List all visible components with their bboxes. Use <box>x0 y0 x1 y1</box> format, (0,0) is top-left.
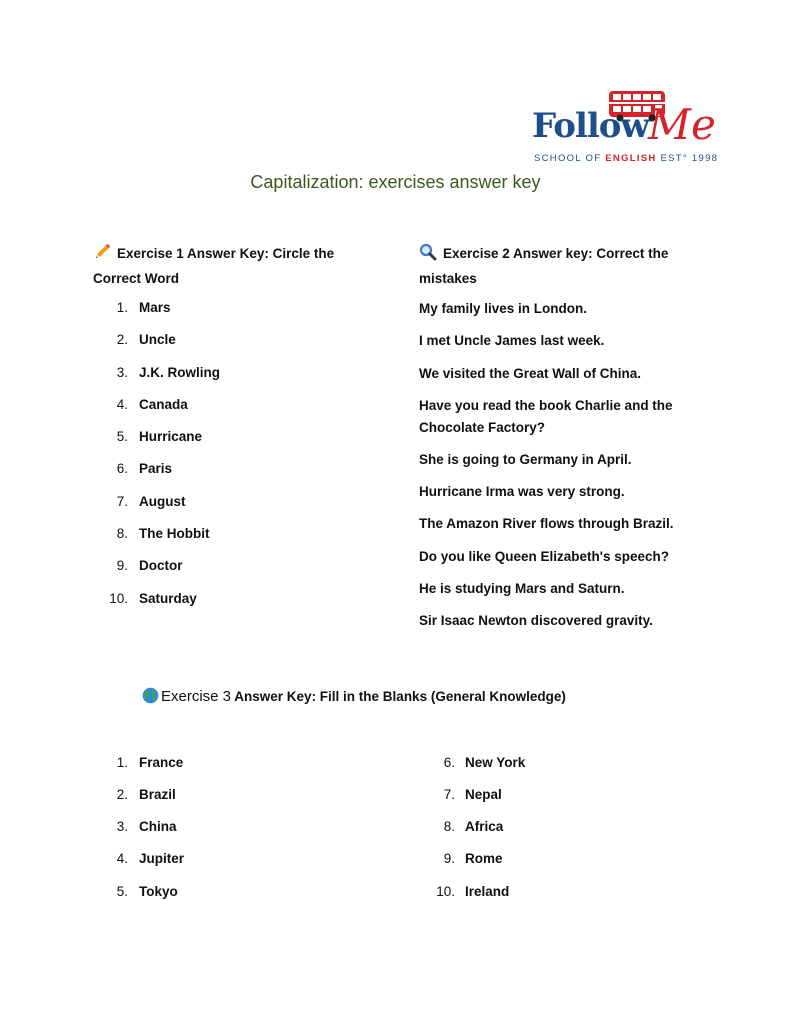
logo-brand-me: Me <box>648 100 716 149</box>
logo-brand-follow: Follow <box>532 106 649 146</box>
list-item: Do you like Queen Elizabeth's speech? <box>419 549 670 564</box>
list-item: The Amazon River flows through Brazil. <box>419 516 674 531</box>
list-item: He is studying Mars and Saturn. <box>419 581 625 596</box>
logo-tagline: SCHOOL OF ENGLISH EST° 1998 <box>534 153 719 164</box>
list-item: Hurricane Irma was very strong. <box>419 484 625 499</box>
pencil-icon <box>93 243 111 268</box>
list-item: She is going to Germany in April. <box>419 452 632 467</box>
magnifier-icon <box>419 243 437 268</box>
list-item: My family lives in London. <box>419 301 588 316</box>
list-item: Have you read the book Charlie and the Chocolate Factory? <box>419 398 673 435</box>
list-item: We visited the Great Wall of China. <box>419 366 642 381</box>
exercise-3-heading: Exercise 3 Answer Key: Fill in the Blanks (General Knowledge) <box>142 686 702 711</box>
exercise-1-heading: Exercise 1 Answer Key: Circle the Correct Word <box>93 243 393 290</box>
globe-icon <box>142 687 159 711</box>
exercise-2-heading: Exercise 2 Answer key: Correct the mistakes <box>419 243 719 290</box>
school-logo <box>530 90 730 168</box>
page-title: Capitalization: exercises answer key <box>250 172 541 192</box>
list-item: Sir Isaac Newton discovered gravity. <box>419 613 653 628</box>
list-item: I met Uncle James last week. <box>419 333 605 348</box>
